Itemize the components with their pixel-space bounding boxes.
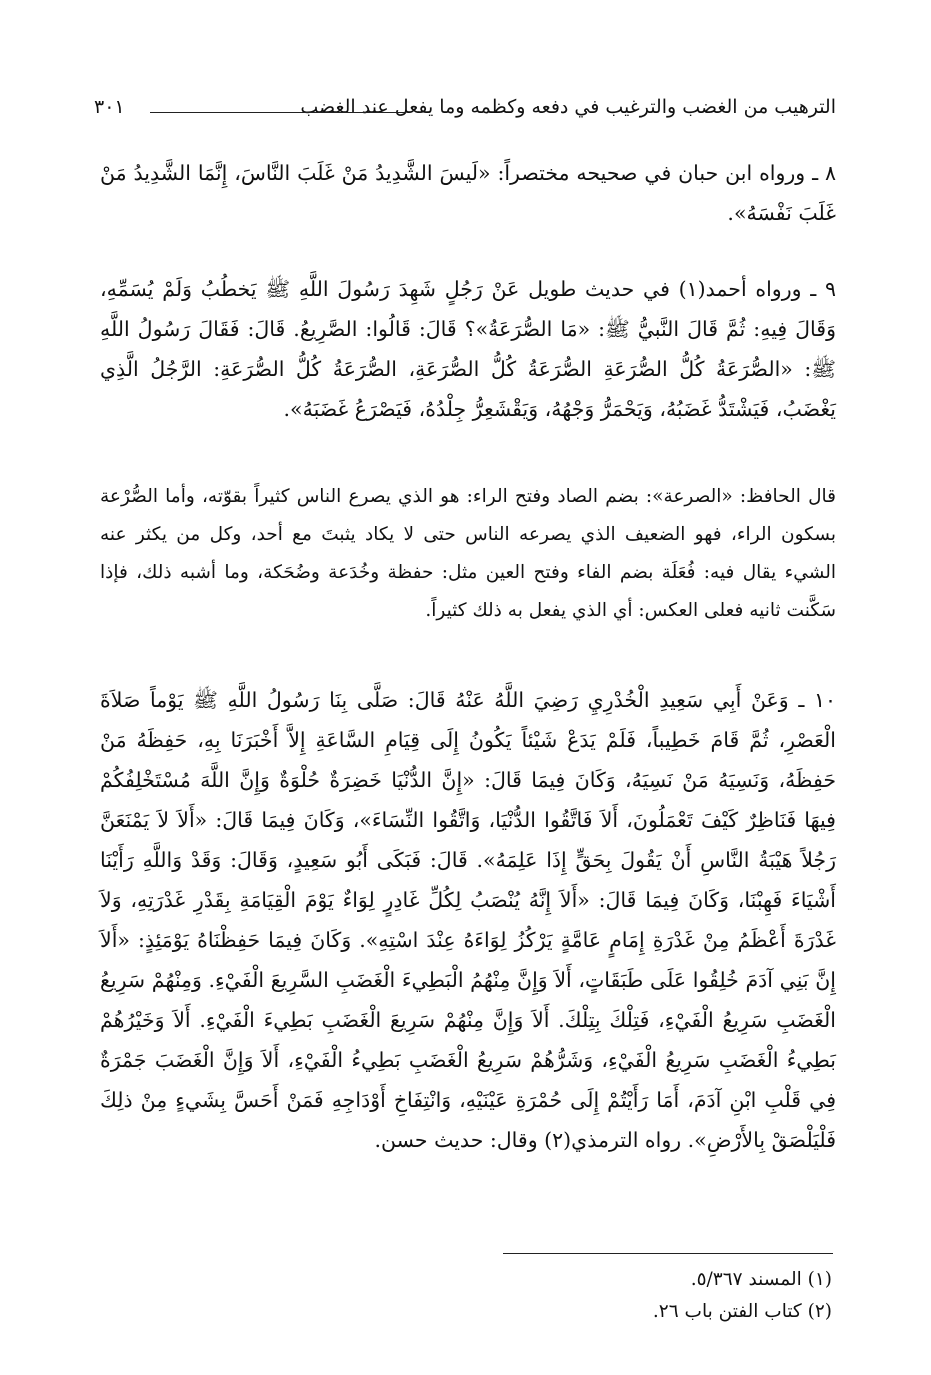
- header-rule: [150, 112, 406, 113]
- footnote-2: (٢) كتاب الفتن باب ٢٦.: [652, 1301, 832, 1322]
- page-number: ٣٠١: [94, 96, 125, 118]
- hadith-10-paragraph: ١٠ ـ وَعَنْ أَبِي سَعِيدِ الْخُدْرِيِ رَضِيَ اللَّهُ عَنْهُ قَالَ: صَلَّى بِنَا رَسُولُ اللَّهِ ﷺ يَوْماً صَلاَةَ الْعَصْرِ، ثُمَّ قَامَ خَطِيباً، فَلَمْ يَدَعْ شَيْئاً يَكُونُ إِلَى قِيَامِ السَّاعَةِ إِلاَّ أَخْبَرَنَا بِهِ، حَفِظَهُ مَنْ حَفِظَهُ، وَنَسِيَهُ مَنْ نَسِيَهُ، وَكَانَ فِيمَا قَالَ: «إِنَّ الدُّنْيَا خَضِرَةٌ حُلْوَةٌ وَإِنَّ اللَّهَ مُسْتَخْلِفُكُمْ فِيهَا فَنَاظِرٌ كَيْفَ تَعْمَلُونَ، أَلاَ فَاتَّقُوا الدُّنْيَا، وَاتَّقُوا النِّسَاءَ»، وَكَانَ فِيمَا قَالَ: «أَلاَ لاَ يَمْنَعَنَّ رَجُلاً هَيْبَةُ النَّاسِ أَنْ يَقُولَ بِحَقٍّ إِذَا عَلِمَهُ». قَالَ: فَبَكَى أَبُو سَعِيدٍ، وَقَالَ: وَقَدْ وَاللَّهِ رَأَيْنَا أَشْيَاءَ فَهِبْنَا، وَكَانَ فِيمَا قَالَ: «أَلاَ إِنَّهُ يُنْصَبُ لِكُلِّ غَادِرٍ لِوَاءٌ يَوْمَ الْقِيَامَةِ بِقَدْرِ غَدْرَتِهِ، وَلاَ غَدْرَةَ أَعْظَمُ مِنْ غَدْرَةِ إِمَامٍ عَامَّةٍ يَرْكُزُ لِوَاءَهُ عِنْدَ اسْتِهِ». وَكَانَ فِيمَا حَفِظْنَاهُ يَوْمَئِذٍ: «أَلاَ إِنَّ بَنِي آدَمَ خُلِقُوا عَلَى طَبَقَاتٍ، أَلاَ وَإِنَّ مِنْهُمُ الْبَطِيءَ الْغَضَبِ السَّرِيعَ الْفَيْءِ. وَمِنْهُمْ سَرِيعُ الْغَضَبِ سَرِيعُ الْفَيْءِ، فَتِلْكَ بِتِلْكَ. أَلاَ وَإِنَّ مِنْهُمْ سَرِيعَ الْغَضَبِ بَطِيءَ الْفَيْءِ. أَلاَ وَخَيْرُهُمْ بَطِيءُ الْغَضَبِ سَرِيعُ الْفَيْءِ، وَشَرُّهُمْ سَرِيعُ الْغَضَبِ بَطِيءُ الْفَيْءِ، أَلاَ وَإِنَّ الْغَضَبَ جَمْرَةٌ فِي قَلْبِ ابْنِ آدَمَ، أَمَا رَأَيْتُمْ إِلَى حُمْرَةِ عَيْنَيْهِ، وَانْتِفَاخِ أَوْدَاجِهِ فَمَنْ أَحَسَّ بِشَيءٍ مِنْ ذلِكَ فَلْيَلْصَقْ بِالأَرْضِ». رواه الترمذي(٢) وقال: حديث حسن.: [100, 688, 836, 1152]
- page-header: [94, 96, 836, 130]
- footnote-1: (١) المسند ٥/٣٦٧.: [690, 1269, 832, 1290]
- hadith-9-paragraph: ٩ ـ ورواه أحمد(١) في حديث طويل عَنْ رَجُلٍ شَهِدَ رَسُولَ اللَّهِ ﷺ يَخطُبُ وَلَمْ يُسَمِّهِ، وَقَالَ فِيهِ: ثُمَّ قَالَ النَّبيُّ ﷺ: «مَا الصُّرَعَةُ»؟ قَالَ: قَالُوا: الصَّرِيعُ. قَالَ: فَقَالَ رَسُولُ اللَّهِ ﷺ: «الصُّرَعَةُ كُلُّ الصُّرَعَةِ الصُّرَعَةُ كُلُّ الصُّرَعَةِ، الصُّرَعَةُ كُلُّ الصُّرَعَةِ: الرَّجُلُ الَّذِي يَغْضَبُ، فَيَشْتَدُّ غَضَبُهُ، وَيَحْمَرُّ وَجْهُهُ، وَيَقْشَعِرُّ جِلْدُهُ، فَيَصْرَعُ غَضَبَهُ».: [100, 277, 837, 421]
- hadith-8-paragraph: ٨ ـ ورواه ابن حبان في صحيحه مختصراً: «لَيسَ الشَّدِيدُ مَنْ غَلَبَ النَّاسَ، إِنَّمَا الشَّدِيدُ مَنْ غَلَبَ نَفْسَهُ».: [100, 161, 837, 225]
- hafiz-commentary-paragraph: قال الحافظ: «الصرعة»: بضم الصاد وفتح الراء: هو الذي يصرع الناس كثيراً بقوّته، وأما الصُّرْعة بسكون الراء، فهو الضعيف الذي يصرعه الناس حتى لا يكاد يثبتَ مع أحد، وكل من يكثر عنه الشيء يقال فيه: فُعَلَة بضم الفاء وفتح العين مثل: حفظة وخُدَعة وضُحَكة، وما أشبه ذلك، فإذا سَكَّنت ثانيه فعلى العكس: أي الذي يفعل به ذلك كثيراً.: [100, 486, 836, 621]
- footnote-separator: [503, 1253, 833, 1254]
- running-title: الترهيب من الغضب والترغيب في دفعه وكظمه وما يفعل عند الغضب: [300, 96, 836, 118]
